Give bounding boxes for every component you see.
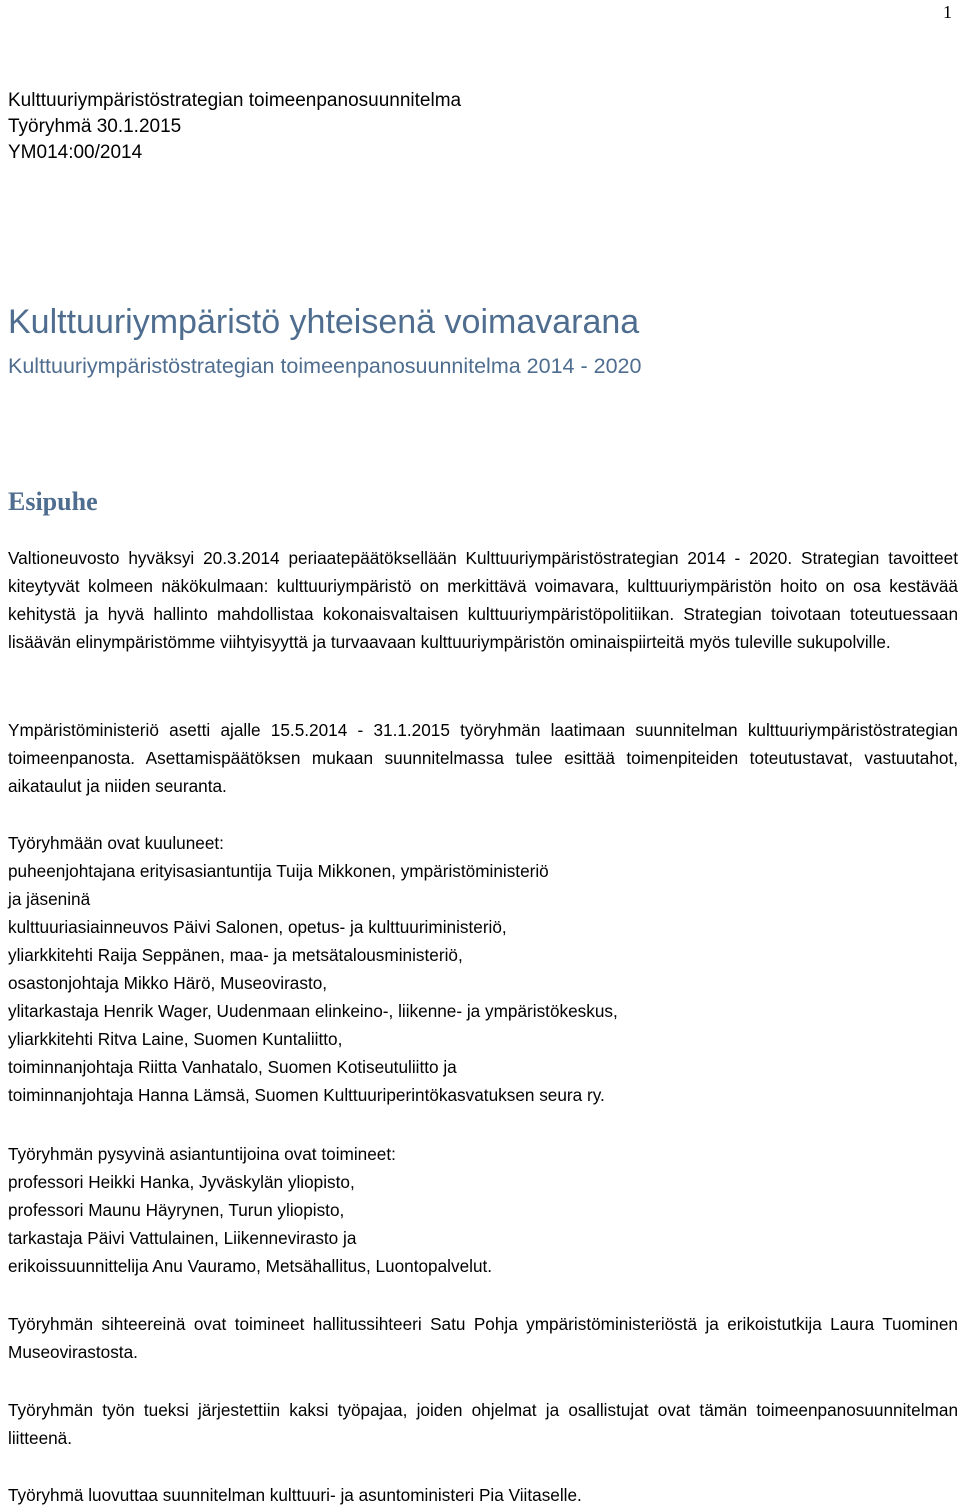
working-group-member: osastonjohtaja Mikko Härö, Museovirasto, bbox=[8, 973, 328, 993]
expert-item: erikoissuunnittelija Anu Vauramo, Metsähallitus, Luontopalvelut. bbox=[8, 1256, 493, 1276]
experts-intro: Työryhmän pysyvinä asiantuntijoina ovat toimineet: bbox=[8, 1144, 396, 1164]
working-group-member: kulttuuriasiainneuvos Päivi Salonen, opetus- ja kulttuuriministeriö, bbox=[8, 917, 507, 937]
paragraph-handover bbox=[8, 1481, 958, 1509]
expert-item: professori Heikki Hanka, Jyväskylän yliopisto, bbox=[8, 1172, 355, 1192]
expert-item: professori Maunu Häyrynen, Turun yliopisto, bbox=[8, 1200, 345, 1220]
page-subtitle: Kulttuuriympäristöstrategian toimeenpanosuunnitelma 2014 - 2020 bbox=[8, 354, 642, 378]
section-heading-preface: Esipuhe bbox=[8, 487, 98, 516]
paragraph-secretaries-text: Työryhmän sihteereinä ovat toimineet hallitussihteeri Satu Pohja ympäristöministeriöstä ja erikoistutkija Laura Tuominen Museovirastosta. bbox=[8, 1314, 958, 1362]
working-group-intro: Työryhmään ovat kuuluneet: bbox=[8, 833, 224, 853]
paragraph-assignment-text: Ympäristöministeriö asetti ajalle 15.5.2014 - 31.1.2015 työryhmän laatimaan suunnitelman kulttuuriympäristöstrategian toimeenpanosta. Asettamispäätöksen mukaan suunnitelmassa tulee esittää toimenpiteiden toteutustavat, vastuutahot, aikataulut ja niiden seuranta. bbox=[8, 720, 958, 796]
expert-list bbox=[8, 1140, 958, 1280]
page-number: 1 bbox=[943, 2, 952, 22]
paragraph-secretaries bbox=[8, 1310, 958, 1366]
header-document-name: Kulttuuriympäristöstrategian toimeenpanosuunnitelma bbox=[8, 90, 462, 111]
paragraph-workshops bbox=[8, 1396, 958, 1452]
paragraph-handover-text: Työryhmä luovuttaa suunnitelman kulttuuri- ja asuntoministeri Pia Viitaselle. bbox=[8, 1485, 582, 1505]
working-group-chair: puheenjohtajana erityisasiantuntija Tuija Mikkonen, ympäristöministeriö bbox=[8, 861, 549, 881]
working-group-member: toiminnanjohtaja Riitta Vanhatalo, Suomen Kotiseutuliitto ja bbox=[8, 1057, 457, 1077]
paragraph-strategy bbox=[8, 544, 958, 656]
paragraph-assignment bbox=[8, 716, 958, 800]
page-title: Kulttuuriympäristö yhteisenä voimavarana bbox=[8, 303, 640, 341]
paragraph-strategy-text: Valtioneuvosto hyväksyi 20.3.2014 periaatepäätöksellään Kulttuuriympäristöstrategian 2014 - 2020. Strategian tavoitteet kiteytyvät kolmeen näkökulmaan: kulttuuriympäristö on merkittävä voimavara, kulttuuriympäristön hoito on osa kestävää kehitystä ja hyvä hallinto mahdollistaa kokonaisvaltaisen kulttuuriympäristöpolitiikan. Strategian toivotaan toteutuessaan lisäävän elinympäristömme viihtyisyyttä ja turvaavaan kulttuuriympäristön ominaispiirteitä myös tuleville sukupolville. bbox=[8, 548, 958, 652]
header-reference-number: YM014:00/2014 bbox=[8, 142, 143, 163]
working-group-member: ylitarkastaja Henrik Wager, Uudenmaan elinkeino-, liikenne- ja ympäristökeskus, bbox=[8, 1001, 618, 1021]
working-group-member: toiminnanjohtaja Hanna Lämsä, Suomen Kulttuuriperintökasvatuksen seura ry. bbox=[8, 1085, 605, 1105]
document-header bbox=[8, 88, 461, 166]
working-group-members bbox=[8, 829, 958, 1109]
working-group-members-label: ja jäseninä bbox=[8, 889, 91, 909]
expert-item: tarkastaja Päivi Vattulainen, Liikennevirasto ja bbox=[8, 1228, 357, 1248]
working-group-member: yliarkkitehti Ritva Laine, Suomen Kuntaliitto, bbox=[8, 1029, 343, 1049]
header-working-group-date: Työryhmä 30.1.2015 bbox=[8, 116, 182, 137]
working-group-member: yliarkkitehti Raija Seppänen, maa- ja metsätalousministeriö, bbox=[8, 945, 463, 965]
paragraph-workshops-text: Työryhmän työn tueksi järjestettiin kaksi työpajaa, joiden ohjelmat ja osallistujat ovat tämän toimeenpanosuunnitelman liitteenä. bbox=[8, 1400, 958, 1448]
